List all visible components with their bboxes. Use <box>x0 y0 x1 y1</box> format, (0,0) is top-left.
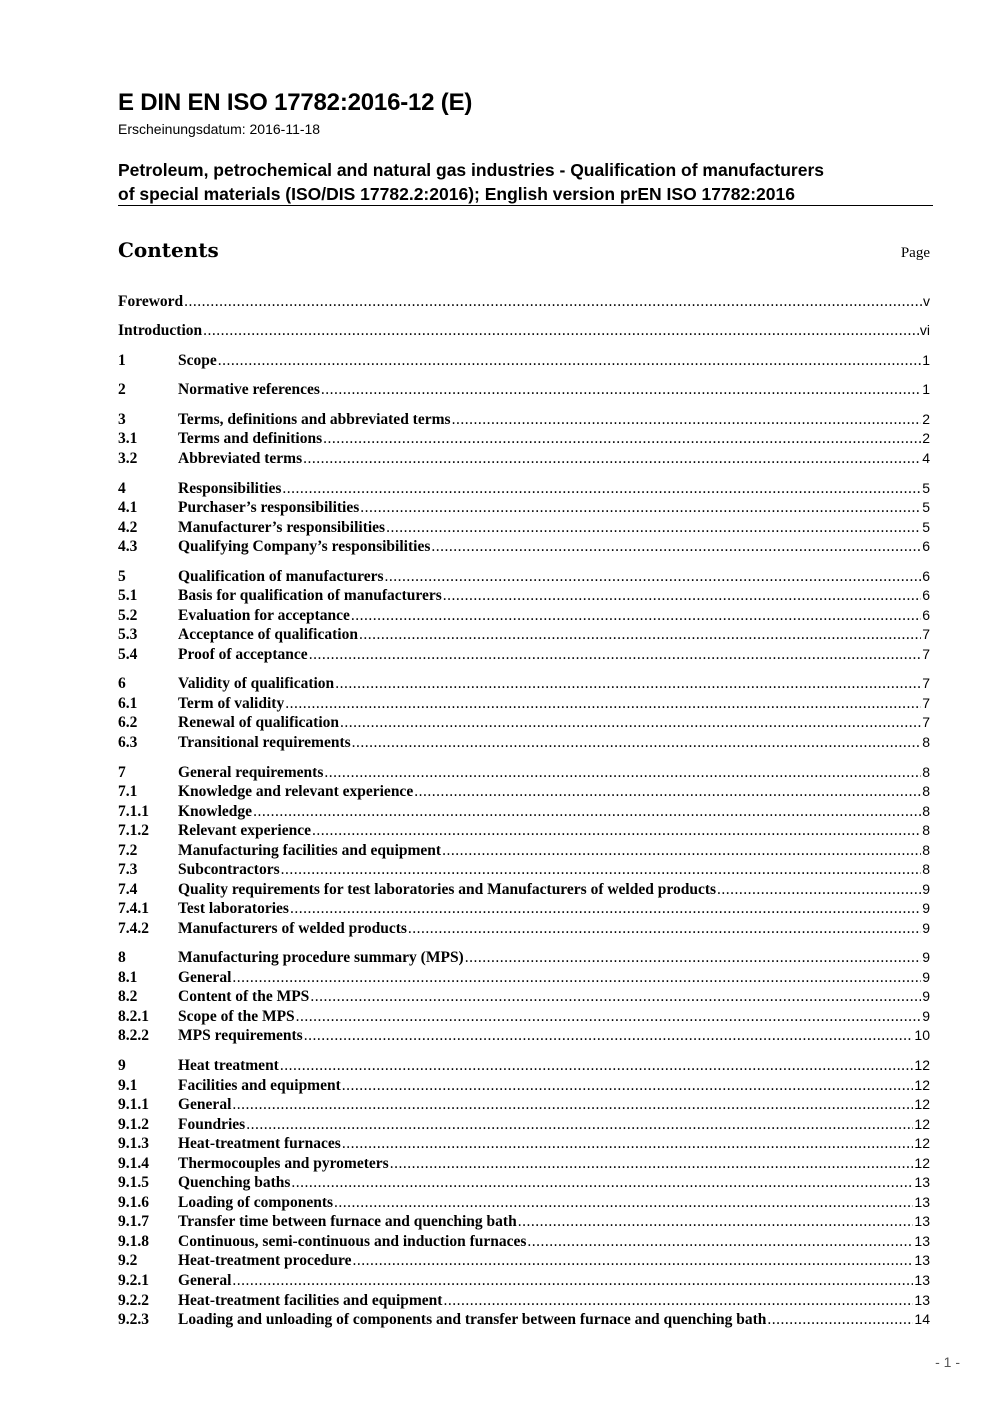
toc-entry[interactable] <box>118 429 930 448</box>
toc-section-number: 9.1 <box>118 1077 138 1094</box>
toc-entry[interactable] <box>118 763 930 782</box>
toc-entry-title: Abbreviated terms <box>178 450 303 467</box>
toc-dot-leader <box>310 987 921 1006</box>
toc-section-number: 9.1.6 <box>118 1194 149 1211</box>
toc-entry[interactable] <box>118 860 930 879</box>
toc-entry[interactable] <box>118 625 930 644</box>
toc-dot-leader <box>767 1310 913 1329</box>
toc-section-number: 5.1 <box>118 587 138 604</box>
toc-entry[interactable] <box>118 987 930 1006</box>
toc-page-number: 1 <box>922 381 930 397</box>
toc-section-number: 6.1 <box>118 695 138 712</box>
toc-section-number: 7.4.1 <box>118 900 149 917</box>
toc-section-number: 6.2 <box>118 714 138 731</box>
toc-dot-leader <box>309 645 922 664</box>
toc-section-number: 9.2.2 <box>118 1292 149 1309</box>
toc-page-number: v <box>923 293 930 309</box>
document-title-line: Petroleum, petrochemical and natural gas industries - Qualification of manufacturers <box>118 160 824 180</box>
toc-dot-leader <box>414 782 921 801</box>
toc-dot-leader <box>527 1232 913 1251</box>
toc-page-number: 7 <box>922 626 930 642</box>
toc-dot-leader <box>442 841 921 860</box>
toc-dot-leader <box>465 948 921 967</box>
toc-entry[interactable] <box>118 606 930 625</box>
toc-dot-leader <box>323 429 921 448</box>
toc-section-number: 9.1.5 <box>118 1174 149 1191</box>
toc-section-number: 9.1.8 <box>118 1233 149 1250</box>
toc-section-number: 5.4 <box>118 646 138 663</box>
toc-entry[interactable] <box>118 968 930 987</box>
toc-entry[interactable] <box>118 321 930 340</box>
toc-entry-title: Subcontractors <box>178 861 280 878</box>
toc-page-number: 10 <box>914 1027 930 1043</box>
toc-dot-leader <box>281 860 922 879</box>
toc-page-number: 12 <box>914 1057 930 1073</box>
toc-section-number: 9 <box>118 1057 126 1074</box>
toc-entry-title: Heat-treatment furnaces <box>178 1135 341 1152</box>
toc-dot-leader <box>518 1212 914 1231</box>
page-number: - 1 - <box>935 1354 960 1370</box>
toc-section-number: 9.1.2 <box>118 1116 149 1133</box>
toc-page-number: 6 <box>922 568 930 584</box>
toc-page-number: 9 <box>922 920 930 936</box>
toc-entry[interactable] <box>118 380 930 399</box>
toc-entry-title: Transfer time between furnace and quenching bath <box>178 1213 517 1230</box>
toc-entry[interactable] <box>118 1115 930 1134</box>
toc-page-number: vi <box>919 322 930 338</box>
toc-entry[interactable] <box>118 1251 930 1270</box>
toc-entry-title: Terms, definitions and abbreviated terms <box>178 411 451 428</box>
toc-section-number: 9.2.1 <box>118 1272 149 1289</box>
toc-entry-title: Manufacturing facilities and equipment <box>178 842 442 859</box>
toc-page-number: 2 <box>922 411 930 427</box>
toc-section-number: 9.2 <box>118 1252 138 1269</box>
toc-dot-leader <box>431 537 921 556</box>
toc-section-number: 9.1.4 <box>118 1155 149 1172</box>
toc-section-number: 4.2 <box>118 519 138 536</box>
toc-entry[interactable] <box>118 1173 930 1192</box>
toc-section-number: 2 <box>118 381 126 398</box>
toc-dot-leader <box>232 1271 913 1290</box>
toc-entry[interactable] <box>118 880 930 899</box>
toc-page-number: 12 <box>914 1077 930 1093</box>
toc-entry-title: Knowledge <box>178 803 253 820</box>
toc-entry-title: Responsibilities <box>178 480 282 497</box>
toc-dot-leader <box>386 518 921 537</box>
toc-entry[interactable] <box>118 1076 930 1095</box>
toc-page-number: 8 <box>922 783 930 799</box>
toc-page-number: 9 <box>922 988 930 1004</box>
toc-dot-leader <box>359 625 921 644</box>
toc-section-number: 5.3 <box>118 626 138 643</box>
toc-entry-title: Proof of acceptance <box>178 646 308 663</box>
contents-heading: Contents <box>118 238 219 262</box>
toc-dot-leader <box>408 919 921 938</box>
toc-entry[interactable] <box>118 899 930 918</box>
toc-section-number: 9.1.7 <box>118 1213 149 1230</box>
toc-dot-leader <box>304 1026 914 1045</box>
toc-section-number: 8.2.1 <box>118 1008 149 1025</box>
toc-section-number: 8.1 <box>118 969 138 986</box>
toc-page-number: 12 <box>914 1135 930 1151</box>
toc-dot-leader <box>385 567 922 586</box>
toc-section-number: 7 <box>118 764 126 781</box>
toc-page-number: 9 <box>922 881 930 897</box>
toc-section-number: 4.1 <box>118 499 138 516</box>
page-column-label: Page <box>900 245 930 261</box>
toc-entry[interactable] <box>118 351 930 370</box>
toc-dot-leader <box>218 351 921 370</box>
toc-page-number: 5 <box>922 480 930 496</box>
toc-section-number: 1 <box>118 352 126 369</box>
toc-page-number: 8 <box>922 803 930 819</box>
toc-entry-title: Quenching baths <box>178 1174 291 1191</box>
toc-dot-leader <box>285 694 921 713</box>
toc-entry-title: Continuous, semi-continuous and induction furnaces <box>178 1233 527 1250</box>
toc-page-number: 8 <box>922 734 930 750</box>
toc-dot-leader <box>303 449 921 468</box>
toc-entry-title: Loading and unloading of components and transfer between furnace and quenching bath <box>178 1311 767 1328</box>
toc-entry-title: Qualification of manufacturers <box>178 568 384 585</box>
toc-entry[interactable] <box>118 586 930 605</box>
toc-page-number: 9 <box>922 900 930 916</box>
toc-entry-title: Manufacturer’s responsibilities <box>178 519 386 536</box>
toc-page-number: 7 <box>922 646 930 662</box>
toc-page-number: 13 <box>914 1213 930 1229</box>
toc-section-number: 8.2 <box>118 988 138 1005</box>
toc-dot-leader <box>324 763 921 782</box>
toc-entry[interactable] <box>118 1291 930 1310</box>
toc-entry-title: Terms and definitions <box>178 430 323 447</box>
toc-entry-title: Acceptance of qualification <box>178 626 358 643</box>
toc-entry-title: Scope <box>178 352 217 369</box>
toc-page-number: 7 <box>922 675 930 691</box>
toc-section-number: 8.2.2 <box>118 1027 149 1044</box>
toc-dot-leader <box>717 880 921 899</box>
toc-entry-title: Heat treatment <box>178 1057 279 1074</box>
toc-page-number: 4 <box>922 450 930 466</box>
toc-entry-title: Qualifying Company’s responsibilities <box>178 538 431 555</box>
document-id: E DIN EN ISO 17782:2016-12 (E) <box>118 89 473 116</box>
toc-section-number: 6.3 <box>118 734 138 751</box>
toc-page-number: 6 <box>922 607 930 623</box>
toc-entry[interactable] <box>118 1193 930 1212</box>
toc-section-number: 4 <box>118 480 126 497</box>
toc-entry-title: Loading of components <box>178 1194 334 1211</box>
toc-entry[interactable] <box>118 518 930 537</box>
toc-section-number: 9.2.3 <box>118 1311 149 1328</box>
toc-entry[interactable] <box>118 567 930 586</box>
toc-entry[interactable] <box>118 498 930 517</box>
toc-dot-leader <box>282 479 921 498</box>
toc-dot-leader <box>335 674 921 693</box>
table-of-contents <box>118 0 930 1403</box>
toc-section-number: 5 <box>118 568 126 585</box>
toc-entry-title: Heat-treatment procedure <box>178 1252 352 1269</box>
toc-entry-title: Renewal of qualification <box>178 714 340 731</box>
toc-page-number: 12 <box>914 1116 930 1132</box>
toc-entry-title: MPS requirements <box>178 1027 303 1044</box>
toc-page-number: 1 <box>922 352 930 368</box>
toc-entry-title: General <box>178 1272 232 1289</box>
toc-section-number: 6 <box>118 675 126 692</box>
toc-page-number: 8 <box>922 861 930 877</box>
toc-dot-leader <box>291 1173 913 1192</box>
toc-page-number: 13 <box>914 1174 930 1190</box>
toc-entry[interactable] <box>118 1134 930 1153</box>
toc-entry-title: Knowledge and relevant experience <box>178 783 414 800</box>
toc-entry-title: Basis for qualification of manufacturers <box>178 587 442 604</box>
toc-entry-title: Heat-treatment facilities and equipment <box>178 1292 443 1309</box>
toc-entry-title: General requirements <box>178 764 324 781</box>
toc-section-number: 7.4.2 <box>118 920 149 937</box>
toc-section-number: 7.4 <box>118 881 138 898</box>
toc-section-number: 7.1.1 <box>118 803 149 820</box>
publication-date: Erscheinungsdatum: 2016-11-18 <box>118 121 321 137</box>
toc-page-number: 9 <box>922 949 930 965</box>
toc-dot-leader <box>232 1095 913 1114</box>
toc-entry[interactable] <box>118 1056 930 1075</box>
toc-entry[interactable] <box>118 1026 930 1045</box>
toc-dot-leader <box>443 586 921 605</box>
toc-page-number: 9 <box>922 1008 930 1024</box>
toc-entry-title: Term of validity <box>178 695 285 712</box>
toc-entry[interactable] <box>118 1007 930 1026</box>
toc-entry-title: Thermocouples and pyrometers <box>178 1155 389 1172</box>
toc-dot-leader <box>290 899 921 918</box>
toc-entry[interactable] <box>118 1095 930 1114</box>
toc-entry[interactable] <box>118 733 930 752</box>
toc-entry[interactable] <box>118 782 930 801</box>
toc-entry-title: Facilities and equipment <box>178 1077 341 1094</box>
toc-dot-leader <box>390 1154 914 1173</box>
toc-page-number: 5 <box>922 499 930 515</box>
toc-entry[interactable] <box>118 1310 930 1329</box>
toc-page-number: 12 <box>914 1096 930 1112</box>
toc-dot-leader <box>334 1193 913 1212</box>
toc-section-number: 7.3 <box>118 861 138 878</box>
toc-entry-title: Introduction <box>118 322 203 339</box>
toc-entry[interactable] <box>118 674 930 693</box>
toc-entry[interactable] <box>118 1154 930 1173</box>
toc-dot-leader <box>342 1076 914 1095</box>
toc-dot-leader <box>280 1056 914 1075</box>
toc-entry-title: Test laboratories <box>178 900 289 917</box>
toc-entry[interactable] <box>118 948 930 967</box>
toc-entry[interactable] <box>118 537 930 556</box>
toc-section-number: 5.2 <box>118 607 138 624</box>
toc-entry-title: Validity of qualification <box>178 675 335 692</box>
toc-page-number: 14 <box>914 1311 930 1327</box>
toc-dot-leader <box>443 1291 913 1310</box>
toc-dot-leader <box>352 733 922 752</box>
toc-dot-leader <box>232 968 921 987</box>
toc-entry[interactable] <box>118 1232 930 1251</box>
toc-dot-leader <box>452 410 922 429</box>
toc-page-number: 9 <box>922 969 930 985</box>
toc-entry-title: General <box>178 969 232 986</box>
toc-entry[interactable] <box>118 1271 930 1290</box>
toc-entry[interactable] <box>118 713 930 732</box>
toc-page-number: 13 <box>914 1252 930 1268</box>
document-title-line: of special materials (ISO/DIS 17782.2:2016); English version prEN ISO 17782:2016 <box>118 184 795 204</box>
toc-dot-leader <box>342 1134 914 1153</box>
toc-section-number: 9.1.3 <box>118 1135 149 1152</box>
toc-entry[interactable] <box>118 479 930 498</box>
toc-page-number: 12 <box>914 1155 930 1171</box>
toc-page-number: 6 <box>922 587 930 603</box>
toc-entry-title: Relevant experience <box>178 822 311 839</box>
toc-entry-title: General <box>178 1096 232 1113</box>
toc-dot-leader <box>253 802 921 821</box>
toc-entry[interactable] <box>118 802 930 821</box>
toc-page-number: 13 <box>914 1233 930 1249</box>
toc-section-number: 9.1.1 <box>118 1096 149 1113</box>
toc-entry-title: Manufacturers of welded products <box>178 920 407 937</box>
toc-dot-leader <box>340 713 921 732</box>
toc-entry[interactable] <box>118 292 930 311</box>
toc-entry-title: Foundries <box>178 1116 246 1133</box>
toc-section-number: 3 <box>118 411 126 428</box>
toc-dot-leader <box>352 1251 913 1270</box>
toc-entry-title: Purchaser’s responsibilities <box>178 499 360 516</box>
toc-dot-leader <box>203 321 919 340</box>
toc-section-number: 7.1.2 <box>118 822 149 839</box>
toc-entry[interactable] <box>118 821 930 840</box>
toc-dot-leader <box>321 380 921 399</box>
toc-dot-leader <box>312 821 921 840</box>
toc-entry-title: Manufacturing procedure summary (MPS) <box>178 949 464 966</box>
toc-section-number: 3.1 <box>118 430 138 447</box>
toc-dot-leader <box>296 1007 922 1026</box>
toc-entry[interactable] <box>118 841 930 860</box>
toc-dot-leader <box>184 292 922 311</box>
toc-dot-leader <box>246 1115 913 1134</box>
toc-page-number: 13 <box>914 1272 930 1288</box>
toc-entry[interactable] <box>118 694 930 713</box>
toc-entry[interactable] <box>118 919 930 938</box>
toc-page-number: 7 <box>922 695 930 711</box>
toc-entry-title: Evaluation for acceptance <box>178 607 350 624</box>
toc-entry[interactable] <box>118 645 930 664</box>
toc-section-number: 7.1 <box>118 783 138 800</box>
toc-dot-leader <box>360 498 921 517</box>
toc-page-number: 13 <box>914 1194 930 1210</box>
toc-page-number: 2 <box>922 430 930 446</box>
toc-page-number: 6 <box>922 538 930 554</box>
toc-entry-title: Transitional requirements <box>178 734 351 751</box>
toc-entry-title: Normative references <box>178 381 320 398</box>
toc-page-number: 8 <box>922 822 930 838</box>
toc-section-number: 8 <box>118 949 126 966</box>
toc-section-number: 3.2 <box>118 450 138 467</box>
toc-page-number: 13 <box>914 1292 930 1308</box>
toc-entry-title: Scope of the MPS <box>178 1008 295 1025</box>
toc-section-number: 7.2 <box>118 842 138 859</box>
toc-page-number: 8 <box>922 842 930 858</box>
toc-entry[interactable] <box>118 1212 930 1231</box>
toc-page-number: 5 <box>922 519 930 535</box>
toc-section-number: 4.3 <box>118 538 138 555</box>
toc-page-number: 8 <box>922 764 930 780</box>
toc-entry[interactable] <box>118 449 930 468</box>
toc-entry-title: Content of the MPS <box>178 988 310 1005</box>
toc-entry-title: Quality requirements for test laboratories and Manufacturers of welded products <box>178 881 717 898</box>
toc-entry-title: Foreword <box>118 293 184 310</box>
toc-page-number: 7 <box>922 714 930 730</box>
toc-entry[interactable] <box>118 410 930 429</box>
toc-dot-leader <box>351 606 921 625</box>
